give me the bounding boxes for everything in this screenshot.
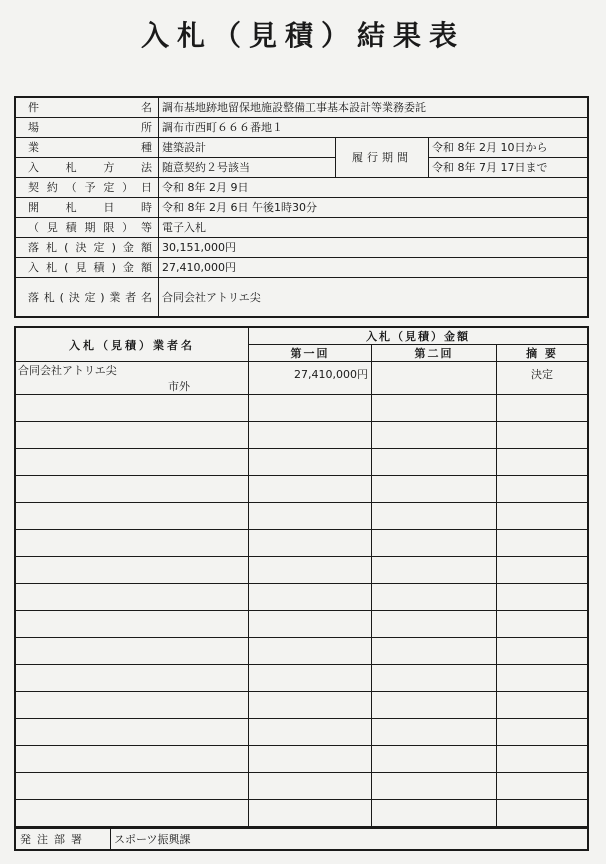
place-label: 場所 <box>15 117 159 137</box>
empty-cell <box>15 773 249 800</box>
dept-value: スポーツ振興課 <box>111 828 589 850</box>
empty-cell <box>372 530 497 557</box>
empty-cell <box>15 800 249 828</box>
empty-cell <box>372 746 497 773</box>
round1-header: 第一回 <box>249 345 372 362</box>
table-row <box>15 503 588 530</box>
empty-cell <box>249 692 372 719</box>
empty-cell <box>372 395 497 422</box>
empty-cell <box>249 422 372 449</box>
table-row <box>15 800 588 828</box>
empty-cell <box>372 773 497 800</box>
method-label: 入札方法 <box>15 157 159 177</box>
empty-cell <box>372 611 497 638</box>
empty-cell <box>249 395 372 422</box>
remarks: 決定 <box>497 362 589 395</box>
empty-cell <box>497 611 589 638</box>
table-row <box>15 638 588 665</box>
category-value: 建築設計 <box>159 137 336 157</box>
empty-cell <box>497 449 589 476</box>
empty-cell <box>249 476 372 503</box>
opening-label: 開札日時 <box>15 197 159 217</box>
empty-cell <box>372 692 497 719</box>
empty-cell <box>249 746 372 773</box>
contract-date-value: 令和 8年 2月 9日 <box>159 177 589 197</box>
opening-value: 令和 8年 2月 6日 午後1時30分 <box>159 197 589 217</box>
empty-cell <box>249 449 372 476</box>
empty-cell <box>15 611 249 638</box>
empty-cell <box>249 611 372 638</box>
bidder-name: 合同会社アトリエ尖 <box>18 364 117 377</box>
empty-cell <box>372 476 497 503</box>
empty-cell <box>249 503 372 530</box>
empty-cell <box>15 746 249 773</box>
winner-label: 落札(決定)業者名 <box>15 277 159 317</box>
place-value: 調布市西町６６６番地１ <box>159 117 589 137</box>
empty-cell <box>249 773 372 800</box>
empty-cell <box>372 503 497 530</box>
round2-header: 第二回 <box>372 345 497 362</box>
empty-cell <box>497 719 589 746</box>
empty-cell <box>15 530 249 557</box>
empty-cell <box>15 665 249 692</box>
empty-rows <box>15 395 588 828</box>
empty-cell <box>497 476 589 503</box>
table-row <box>15 692 588 719</box>
bidder-header: 入札（見積）業者名 <box>15 327 249 362</box>
table-row <box>15 773 588 800</box>
empty-cell <box>249 638 372 665</box>
round1-amount: 27,410,000円 <box>249 362 372 395</box>
empty-cell <box>249 800 372 828</box>
table-row <box>15 584 588 611</box>
empty-cell <box>497 800 589 828</box>
round2-amount <box>372 362 497 395</box>
empty-cell <box>372 638 497 665</box>
page-title: 入札（見積）結果表 <box>140 19 465 52</box>
dept-label: 発注部署 <box>15 828 111 850</box>
empty-cell <box>249 665 372 692</box>
table-row <box>15 395 588 422</box>
empty-cell <box>372 719 497 746</box>
table-row <box>15 449 588 476</box>
period-label: 履行期間 <box>336 137 429 177</box>
empty-cell <box>15 422 249 449</box>
empty-cell <box>15 719 249 746</box>
award-amount-value: 30,151,000円 <box>159 237 589 257</box>
empty-cell <box>497 692 589 719</box>
bid-results-table <box>14 326 589 828</box>
empty-cell <box>497 503 589 530</box>
empty-cell <box>15 557 249 584</box>
empty-cell <box>497 638 589 665</box>
bidder-name-cell <box>15 362 249 395</box>
empty-cell <box>15 503 249 530</box>
empty-cell <box>497 530 589 557</box>
empty-cell <box>497 557 589 584</box>
empty-cell <box>249 557 372 584</box>
bid-amount-value: 27,410,000円 <box>159 257 589 277</box>
table-row <box>15 476 588 503</box>
period-to: 令和 8年 7月 17日まで <box>429 157 589 177</box>
deadline-label: （見積期限）等 <box>15 217 159 237</box>
empty-cell <box>372 665 497 692</box>
table-row <box>15 422 588 449</box>
empty-cell <box>15 395 249 422</box>
table-row <box>15 530 588 557</box>
empty-cell <box>497 395 589 422</box>
empty-cell <box>15 692 249 719</box>
bid-amount-label: 入札(見積)金額 <box>15 257 159 277</box>
category-label: 業種 <box>15 137 159 157</box>
award-amount-label: 落札(決定)金額 <box>15 237 159 257</box>
empty-cell <box>497 584 589 611</box>
empty-cell <box>372 557 497 584</box>
empty-cell <box>249 530 372 557</box>
remarks-header: 摘 要 <box>497 345 589 362</box>
table-row <box>15 719 588 746</box>
empty-cell <box>372 584 497 611</box>
amount-header: 入札（見積）金額 <box>249 327 589 345</box>
method-value: 随意契約２号該当 <box>159 157 336 177</box>
empty-cell <box>497 665 589 692</box>
contract-date-label: 契約（予定）日 <box>15 177 159 197</box>
table-row <box>15 611 588 638</box>
empty-cell <box>497 773 589 800</box>
empty-cell <box>372 800 497 828</box>
table-row <box>15 362 588 395</box>
contract-info-table <box>14 96 589 318</box>
deadline-value: 電子入札 <box>159 217 589 237</box>
winner-value: 合同会社アトリエ尖 <box>159 277 589 317</box>
empty-cell <box>249 719 372 746</box>
table-row <box>15 557 588 584</box>
empty-cell <box>15 449 249 476</box>
table-row <box>15 665 588 692</box>
empty-cell <box>15 476 249 503</box>
name-label: 件名 <box>15 97 159 117</box>
bidder-region: 市外 <box>168 380 190 393</box>
empty-cell <box>249 584 372 611</box>
footer-table <box>14 827 589 851</box>
empty-cell <box>15 584 249 611</box>
empty-cell <box>497 746 589 773</box>
empty-cell <box>372 422 497 449</box>
empty-cell <box>372 449 497 476</box>
empty-cell <box>497 422 589 449</box>
name-value: 調布基地跡地留保地施設整備工事基本設計等業務委託 <box>159 97 589 117</box>
period-from: 令和 8年 2月 10日から <box>429 137 589 157</box>
empty-cell <box>15 638 249 665</box>
table-row <box>15 746 588 773</box>
